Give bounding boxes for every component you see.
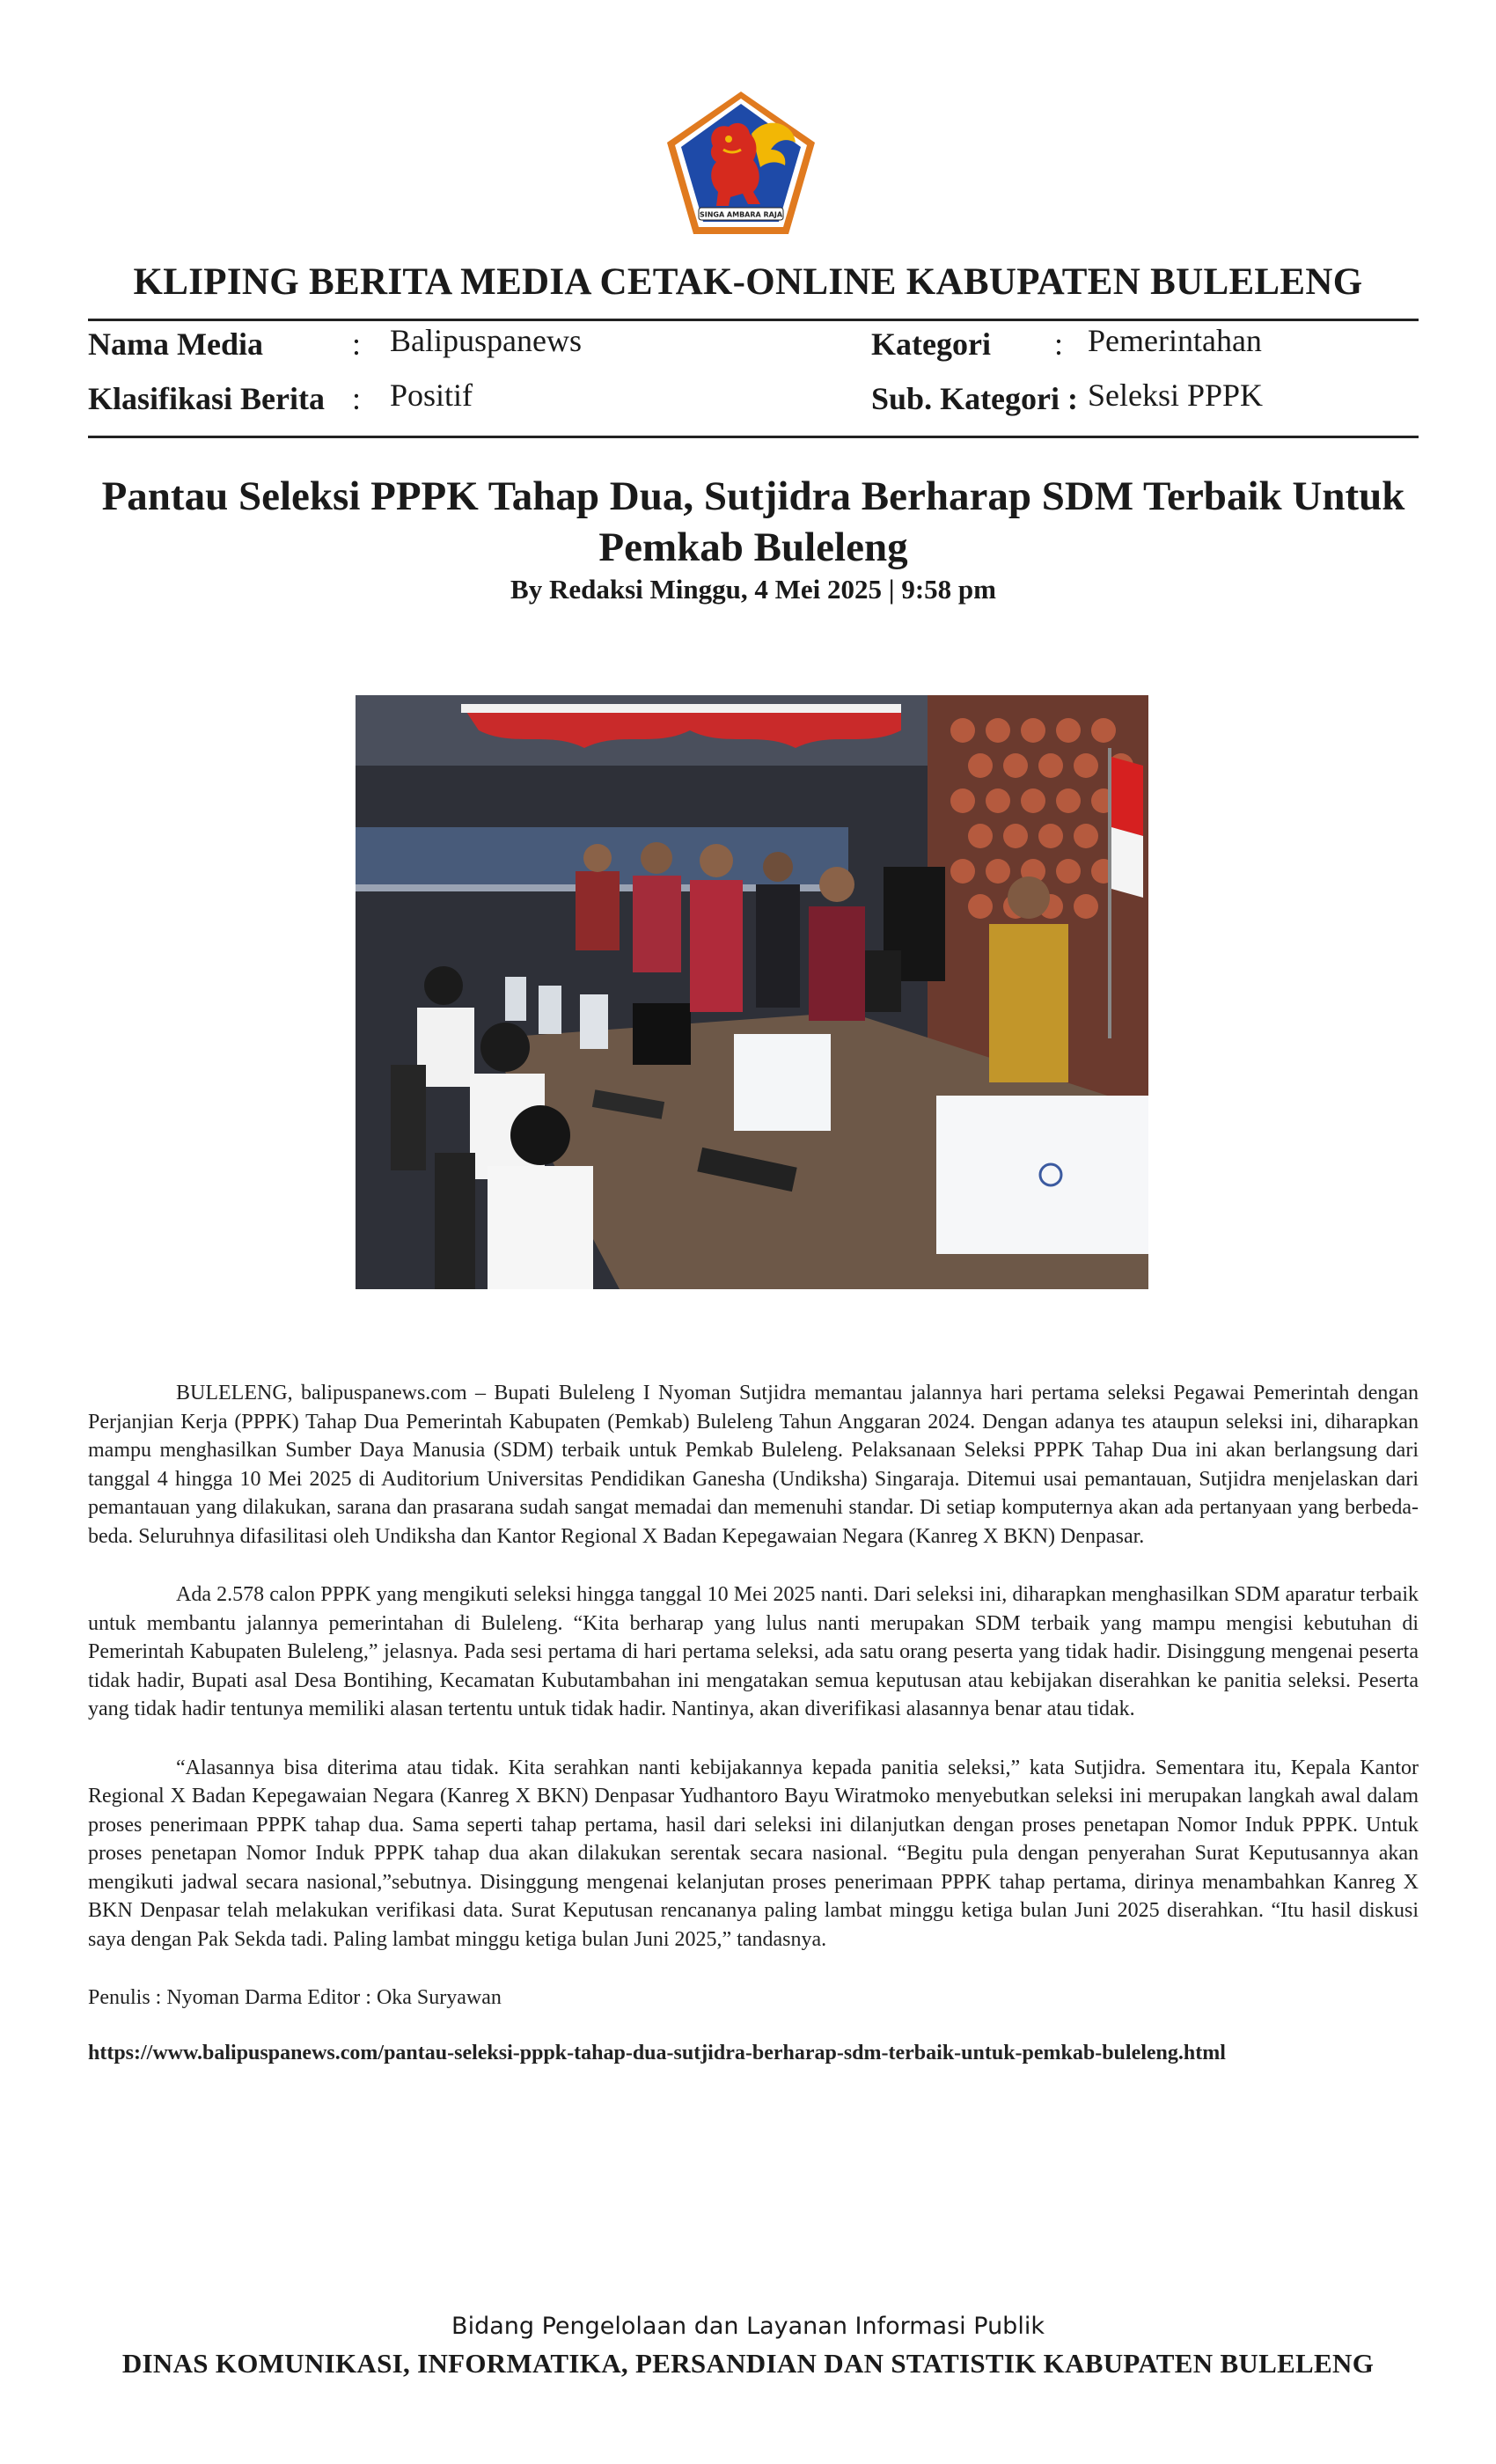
source-url-link[interactable]: https://www.balipuspanews.com/pantau-seleksi-pppk-tahap-dua-sutjidra-berharap-sdm-terbaik-untuk-pemkab-buleleng.html xyxy=(88,2041,1226,2064)
article-paragraph-1: BULELENG, balipuspanews.com – Bupati Buleleng I Nyoman Sutjidra memantau jalannya hari pertama seleksi Pegawai Pemerintah dengan Perjanjian Kerja (PPPK) Tahap Dua Pemerintah Kabupaten (Pemkab) Buleleng Tahun Anggaran 2024. Dengan adanya tes ataupun seleksi ini, diharapkan mampu menghasilkan Sumber Daya Manusia (SDM) terbaik untuk Pemkab Buleleng. Pelaksanaan Seleksi PPPK Tahap Dua ini akan berlangsung dari tanggal 4 hingga 10 Mei 2025 di Auditorium Universitas Pendidikan Ganesha (Undiksha) Singaraja. Ditemui usai pemantauan, Sutjidra menjelaskan dari pemantauan yang dilakukan, sarana dan prasarana sudah sangat memadai dan memenuhi standar. Di setiap komputernya akan ada pertanyaan yang berbeda-beda. Seluruhnya difasilitasi oleh Undiksha dan Kantor Regional X Badan Kepegawaian Negara (Kanreg X BKN) Denpasar. xyxy=(88,1382,1419,1548)
meta-block xyxy=(0,0,1496,440)
footer-unit: Bidang Pengelolaan dan Layanan Informasi Publik xyxy=(451,2313,1045,2340)
media-colon: : xyxy=(352,326,362,362)
kategori-label: Kategori xyxy=(871,326,991,362)
klasifikasi-value: Positif xyxy=(390,378,473,413)
article-paragraph-2: Ada 2.578 calon PPPK yang mengikuti seleksi hingga tanggal 10 Mei 2025 nanti. Dari seleksi ini, diharapkan menghasilkan SDM aparatur terbaik untuk membantu jalannya pemerintahan di Buleleng. “Kita berharap yang lulus nanti merupakan SDM terbaik yang mampu mengisi kebutuhan di Pemerintah Kabupaten Buleleng,” jelasnya. Pada sesi pertama di hari pertama seleksi, ada satu orang peserta yang tidak hadir. Disinggung mengenai peserta tidak hadir, Bupati asal Desa Bontihing, Kecamatan Kubutambahan ini mengatakan semua keputusan atau kebijakan diserahkan ke panitia seleksi. Peserta yang tidak hadir tentunya memiliki alasan tertentu untuk tidak hadir. Nantinya, akan diverifikasi alasannya benar atau tidak. xyxy=(88,1583,1419,1720)
article-paragraph-3: “Alasannya bisa diterima atau tidak. Kita serahkan nanti kebijakannya kepada panitia seleksi,” kata Sutjidra. Sementara itu, Kepala Kantor Regional X Badan Kepegawaian Negara (Kanreg X BKN) Denpasar Yudhantoro Bayu Wiratmoko menyebutkan seleksi ini merupakan langkah awal dalam proses penerimaan PPPK tahap dua. Sama seperti tahap pertama, hasil dari seleksi ini dilanjutkan dengan proses penetapan Nomor Induk PPPK. Untuk proses penetapan Nomor Induk PPPK tahap dua akan dilakukan serentak secara nasional. “Begitu pula dengan penyerahan Surat Keputusannya akan mengikuti jadwal secara nasional,”sebutnya. Disinggung mengenai kelanjutan proses penerimaan PPPK tahap pertama, dirinya menambahkan Kanreg X BKN Denpasar telah melakukan verifikasi data. Surat Keputusan rencananya paling lambat minggu ketiga bulan Juni 2025 diserahkan. “Itu hasil diskusi saya dengan Pak Sekda tadi. Paling lambat minggu ketiga bulan Juni 2025,” tandasnya. xyxy=(88,1756,1419,1951)
logo-motto: SINGA AMBARA RAJA xyxy=(699,210,783,219)
kategori-value: Pemerintahan xyxy=(1088,323,1262,358)
article-credit: Penulis : Nyoman Darma Editor : Oka Suryawan xyxy=(88,1986,502,2009)
kategori-colon: : xyxy=(1054,326,1064,362)
klasifikasi-label: Klasifikasi Berita xyxy=(88,381,325,416)
article-byline: By Redaksi Minggu, 4 Mei 2025 | 9:58 pm xyxy=(510,574,996,605)
header-divider-bottom xyxy=(88,436,1419,438)
footer-agency: DINAS KOMUNIKASI, INFORMATIKA, PERSANDIAN DAN STATISTIK KABUPATEN BULELENG xyxy=(121,2348,1375,2379)
article-photo xyxy=(356,695,1148,1289)
clipping-title: KLIPING BERITA MEDIA CETAK-ONLINE KABUPATEN BULELENG xyxy=(133,261,1363,303)
media-value: Balipuspanews xyxy=(390,323,582,358)
article-body xyxy=(88,1379,1419,2097)
article-headline: Pantau Seleksi PPPK Tahap Dua, Sutjidra Berharap SDM Terbaik Untuk Pemkab Buleleng xyxy=(101,473,1405,570)
media-label: Nama Media xyxy=(88,326,263,362)
sub-kategori-value: Seleksi PPPK xyxy=(1088,378,1264,413)
sub-kategori-label: Sub. Kategori : xyxy=(871,381,1079,416)
klasifikasi-colon: : xyxy=(352,381,362,416)
